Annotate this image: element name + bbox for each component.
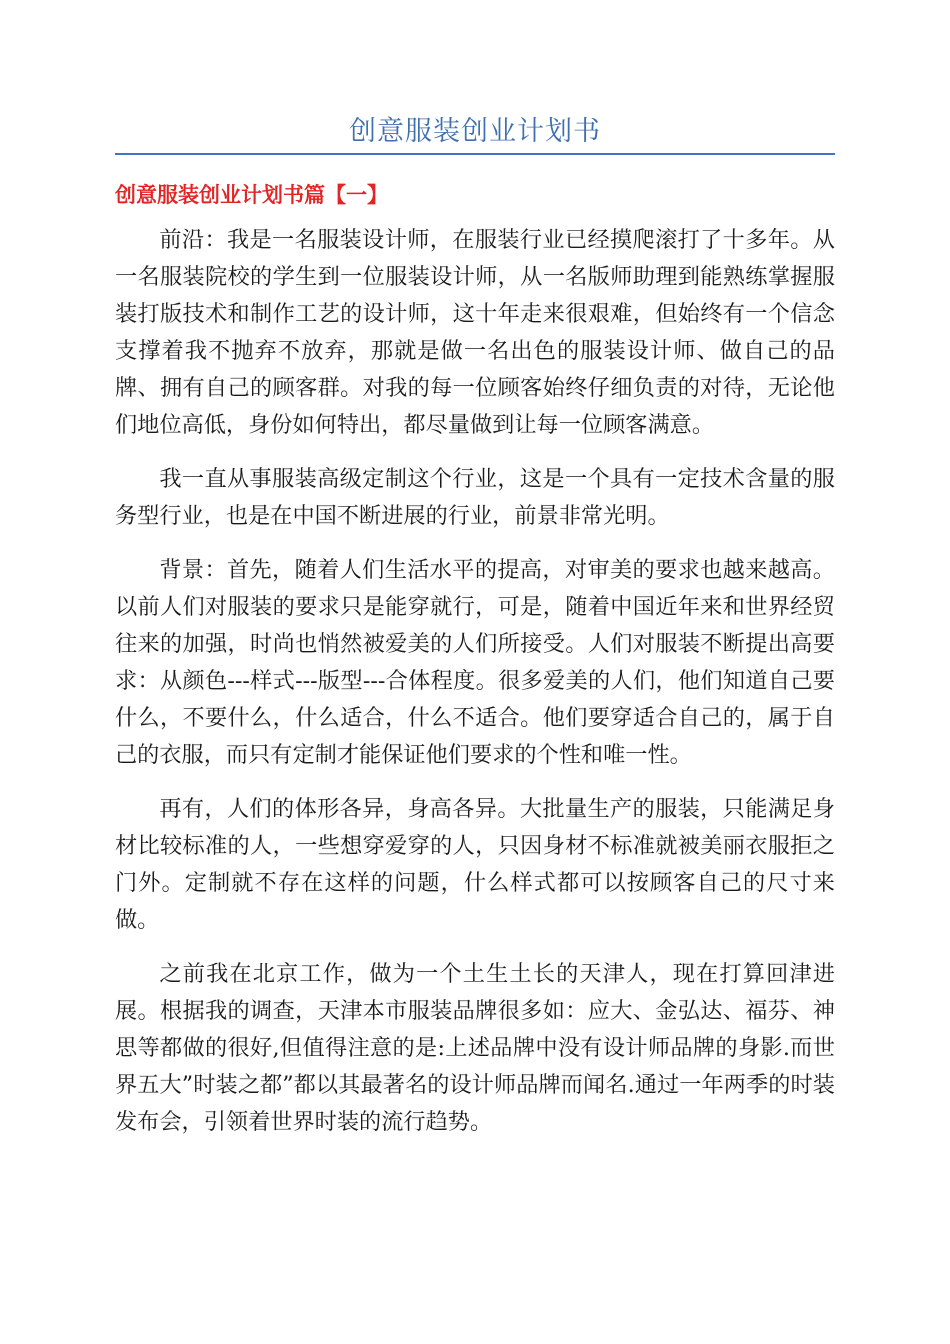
document-title: 创意服装创业计划书 bbox=[349, 116, 601, 147]
paragraph-body-shape: 再有，人们的体形各异，身高各异。大批量生产的服装，只能满足身材比较标准的人，一些想穿爱穿的人，只因身材不标准就被美丽衣服拒之门外。定制就不存在这样的问题，什么样式都可以按顾客自己的尺寸来做。 bbox=[115, 796, 835, 933]
body-text bbox=[115, 222, 835, 1158]
paragraph-tianjin: 之前我在北京工作，做为一个土生土长的天津人，现在打算回津进展。根据我的调查，天津本市服装品牌很多如：应大、金弘达、福芬、神思等都做的很好,但值得注意的是:上述品牌中没有设计师品牌的身影.而世界五大”时装之都”都以其最著名的设计师品牌而闻名.通过一年两季的时装发布会，引领着世界时装的流行趋势。 bbox=[115, 961, 835, 1135]
paragraph-background: 背景：首先，随着人们生活水平的提高，对审美的要求也越来越高。以前人们对服装的要求只是能穿就行，可是，随着中国近年来和世界经贸往来的加强，时尚也悄然被爱美的人们所接受。人们对服装不断提出高要求：从颜色---样式---版型---合体程度。很多爱美的人们，他们知道自己要什么，不要什么，什么适合，什么不适合。他们要穿适合自己的，属于自己的衣服，而只有定制才能保证他们要求的个性和唯一性。 bbox=[115, 557, 835, 768]
paragraph-industry: 我一直从事服装高级定制这个行业，这是一个具有一定技术含量的服务型行业，也是在中国不断进展的行业，前景非常光明。 bbox=[115, 466, 835, 529]
title-divider bbox=[115, 153, 835, 155]
section-heading: 创意服装创业计划书篇【一】 bbox=[115, 183, 388, 207]
paragraph-preface: 前沿：我是一名服装设计师，在服装行业已经摸爬滚打了十多年。从一名服装院校的学生到一位服装设计师，从一名版师助理到能熟练掌握服装打版技术和制作工艺的设计师，这十年走来很艰难，但始终有一个信念支撑着我不抛弃不放弃，那就是做一名出色的服装设计师、做自己的品牌、拥有自己的顾客群。对我的每一位顾客始终仔细负责的对待，无论他们地位高低，身份如何特出，都尽量做到让每一位顾客满意。 bbox=[115, 227, 835, 438]
